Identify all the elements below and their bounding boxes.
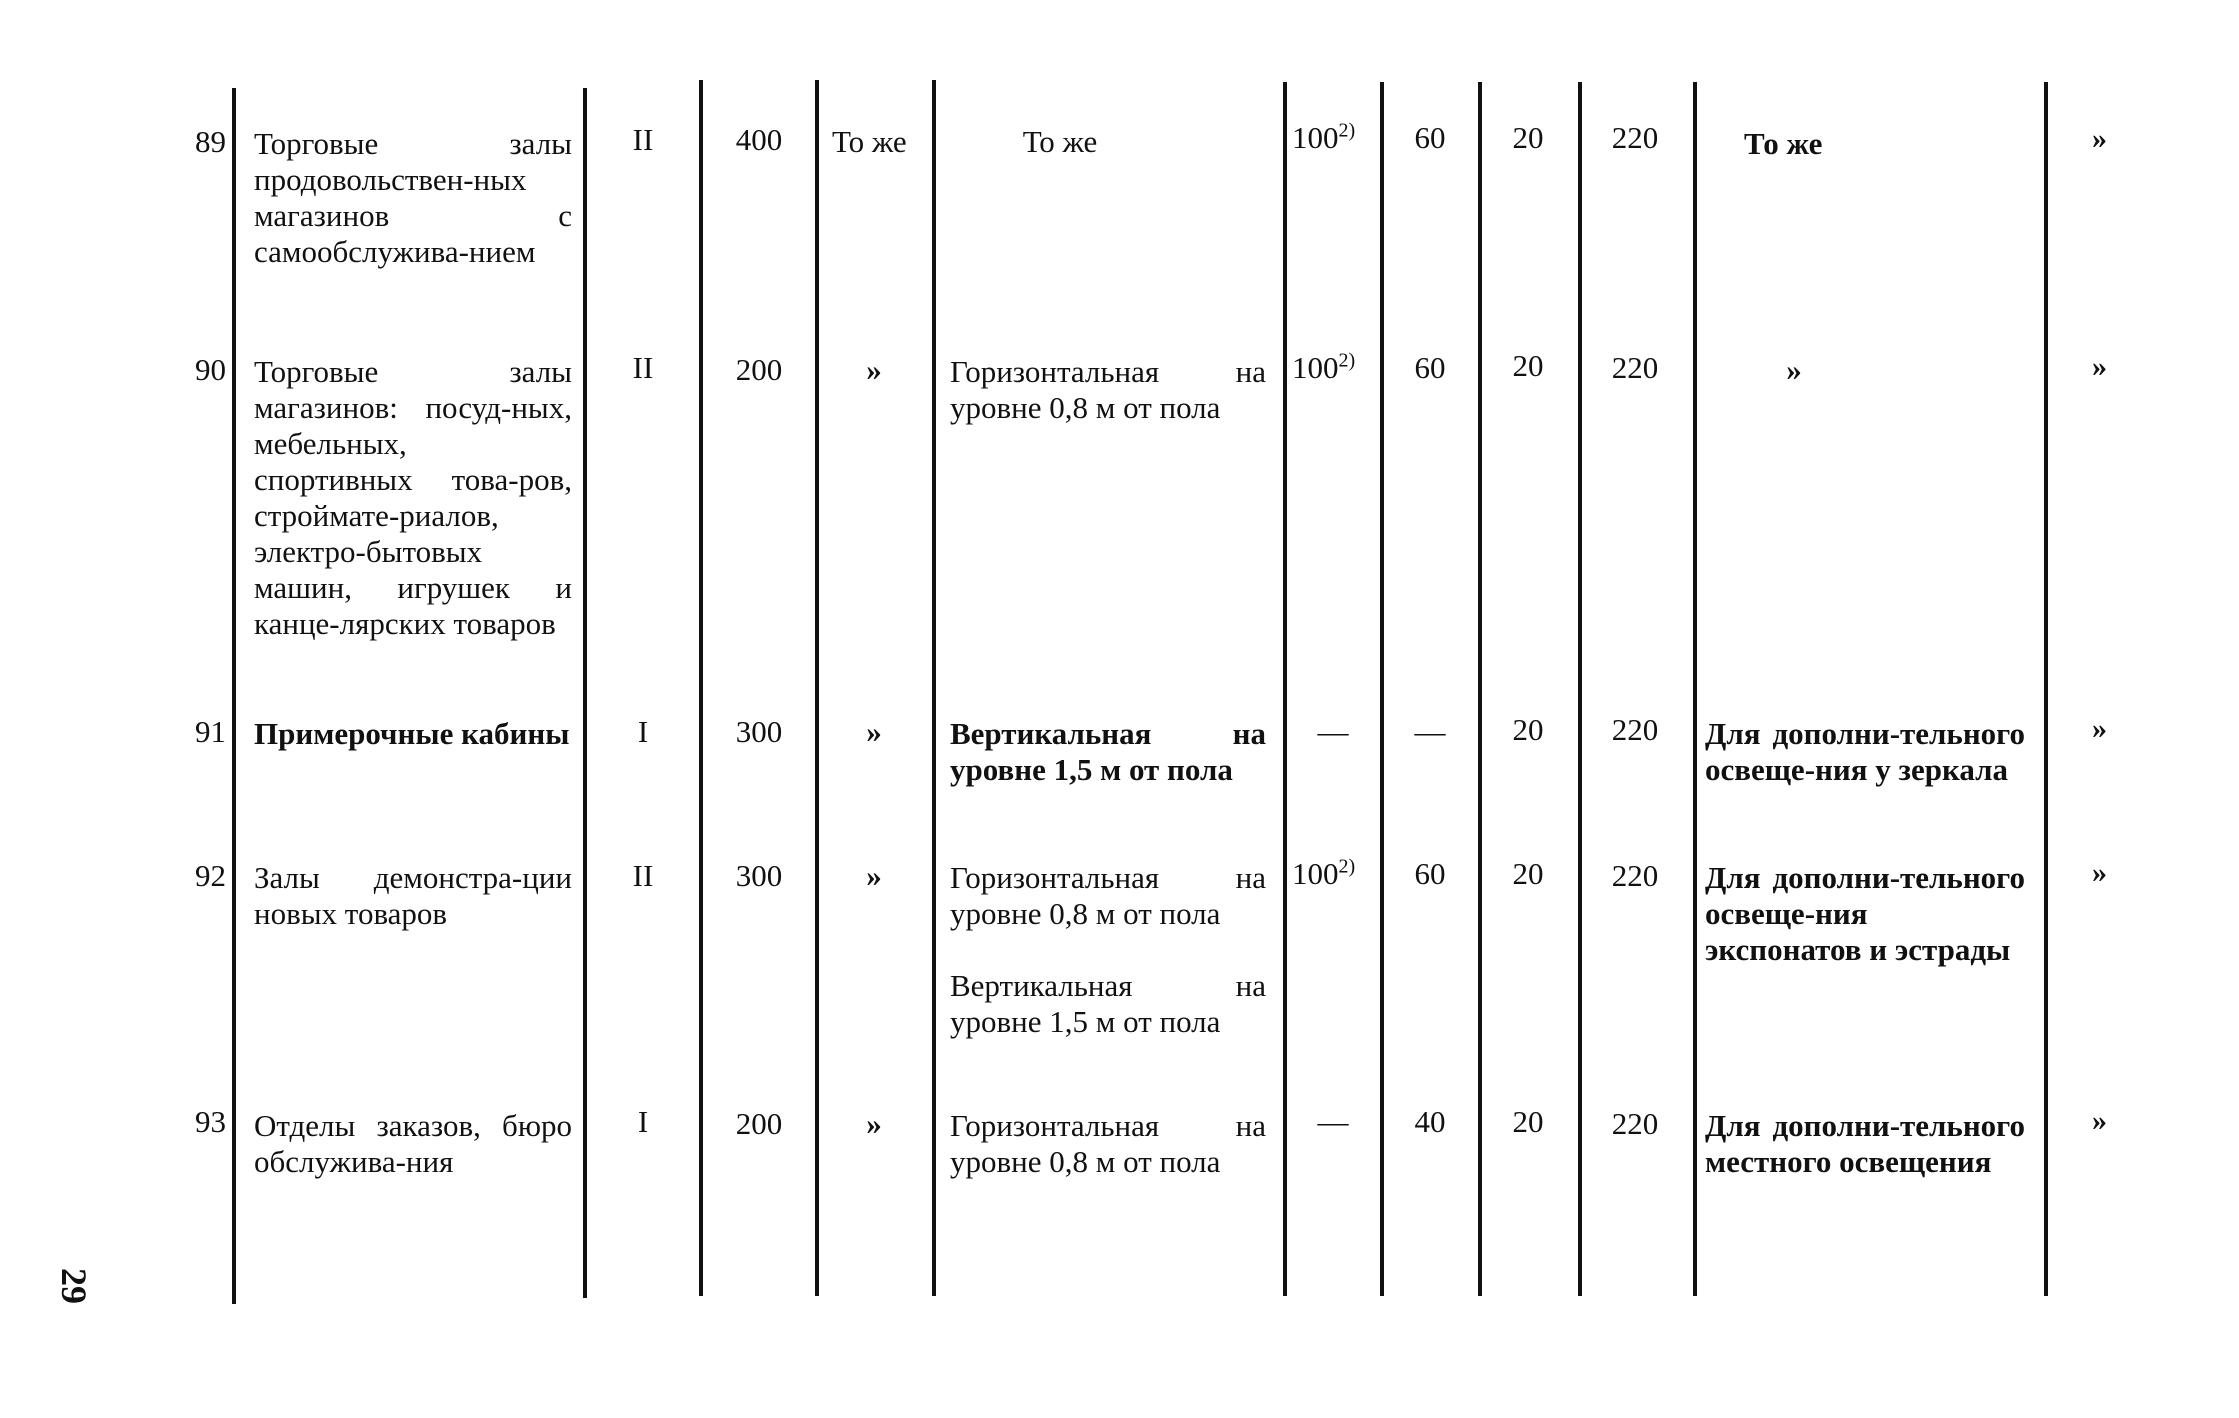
cylindrical-illuminance: — bbox=[1317, 1104, 1349, 1139]
glare-index: 40 bbox=[1414, 1104, 1446, 1139]
pulsation: 20 bbox=[1512, 856, 1544, 891]
voltage: 220 bbox=[1611, 350, 1659, 385]
glare-index: — bbox=[1414, 714, 1446, 749]
illuminance: 300 bbox=[735, 858, 783, 893]
glare-index: 60 bbox=[1414, 856, 1446, 891]
footnote-ref: 2) bbox=[1338, 855, 1356, 878]
illuminance: 200 bbox=[735, 352, 783, 387]
pulsation: 20 bbox=[1512, 712, 1544, 747]
voltage: 220 bbox=[1611, 1106, 1659, 1141]
column-rule bbox=[699, 80, 703, 1296]
cylindrical-illuminance bbox=[1292, 120, 1382, 156]
ditto-mark: » bbox=[2092, 1104, 2107, 1137]
category: I bbox=[637, 714, 649, 749]
notes: Для дополни-тельного местного освещения bbox=[1705, 1108, 2025, 1179]
glare-index: 60 bbox=[1414, 120, 1446, 155]
notes: То же bbox=[1744, 126, 1823, 161]
premises-name: Залы демонстра-ции новых товаров bbox=[254, 860, 572, 931]
column-rule bbox=[583, 88, 587, 1298]
row-number: 93 bbox=[195, 1104, 226, 1139]
ditto-mark: » bbox=[2092, 350, 2107, 383]
pulsation: 20 bbox=[1512, 120, 1544, 155]
column-rule bbox=[1283, 82, 1287, 1296]
ditto-cell: То же bbox=[832, 124, 907, 159]
ditto-mark: » bbox=[2092, 712, 2107, 745]
column-rule bbox=[2044, 82, 2048, 1296]
voltage: 220 bbox=[1611, 858, 1659, 893]
pulsation: 20 bbox=[1512, 348, 1544, 383]
column-rule bbox=[932, 80, 936, 1296]
surface-secondary: Вертикальная на уровне 1,5 м от пола bbox=[950, 968, 1266, 1039]
ditto-mark: » bbox=[2092, 856, 2107, 889]
premises-name: Примерочные кабины bbox=[254, 716, 570, 751]
premises-name: Торговые залы продовольствен-ных магазинов с самообслужива-нием bbox=[254, 126, 572, 269]
surface: Горизонтальная на уровне 0,8 м от пола bbox=[950, 1108, 1266, 1179]
cylindrical-illuminance bbox=[1292, 350, 1382, 386]
category: I bbox=[637, 1104, 649, 1139]
illuminance: 400 bbox=[735, 122, 783, 157]
column-rule bbox=[232, 88, 236, 1304]
premises-name: Торговые залы магазинов: посуд-ных, мебельных, спортивных това-ров, строймате-риалов, электро-бытовых машин, игрушек и канце-лярских товаров bbox=[254, 354, 572, 641]
row-number: 91 bbox=[195, 714, 226, 749]
voltage: 220 bbox=[1611, 120, 1659, 155]
glare-index: 60 bbox=[1414, 350, 1446, 385]
column-rule bbox=[1578, 82, 1582, 1296]
notes: Для дополни-тельного освеще-ния у зеркала bbox=[1705, 716, 2025, 787]
footnote-ref: 2) bbox=[1338, 349, 1356, 372]
row-number: 90 bbox=[195, 352, 226, 387]
ditto-cell: » bbox=[866, 1106, 882, 1141]
footnote-ref: 2) bbox=[1338, 119, 1356, 142]
cyl-value: 100 bbox=[1292, 350, 1339, 385]
cyl-value: 100 bbox=[1292, 856, 1339, 891]
voltage: 220 bbox=[1611, 712, 1659, 747]
category: II bbox=[632, 350, 654, 385]
ditto-mark: » bbox=[2092, 122, 2107, 155]
column-rule bbox=[1380, 82, 1384, 1296]
notes: Для дополни-тельного освеще-ния экспонатов и эстрады bbox=[1705, 860, 2025, 967]
surface: То же bbox=[1022, 124, 1098, 159]
ditto-cell: » bbox=[866, 858, 882, 893]
page-number: 29 bbox=[54, 1268, 94, 1304]
row-number: 92 bbox=[195, 858, 226, 893]
column-rule bbox=[815, 80, 819, 1296]
premises-name: Отделы заказов, бюро обслужива-ния bbox=[254, 1108, 572, 1179]
illuminance: 300 bbox=[735, 714, 783, 749]
cyl-value: 100 bbox=[1292, 120, 1339, 155]
surface: Горизонтальная на уровне 0,8 м от пола bbox=[950, 354, 1266, 425]
column-rule bbox=[1693, 82, 1697, 1296]
cylindrical-illuminance: — bbox=[1317, 714, 1349, 749]
category: II bbox=[632, 858, 654, 893]
pulsation: 20 bbox=[1512, 1104, 1544, 1139]
column-rule bbox=[1478, 82, 1482, 1296]
surface: Горизонтальная на уровне 0,8 м от пола bbox=[950, 860, 1266, 931]
category: II bbox=[632, 122, 654, 157]
ditto-cell: » bbox=[866, 714, 882, 749]
ditto-cell: » bbox=[866, 352, 882, 387]
surface: Вертикальная на уровне 1,5 м от пола bbox=[950, 716, 1266, 787]
row-number: 89 bbox=[195, 124, 226, 159]
illuminance: 200 bbox=[735, 1106, 783, 1141]
notes: » bbox=[1786, 352, 1802, 387]
cylindrical-illuminance bbox=[1292, 856, 1382, 892]
